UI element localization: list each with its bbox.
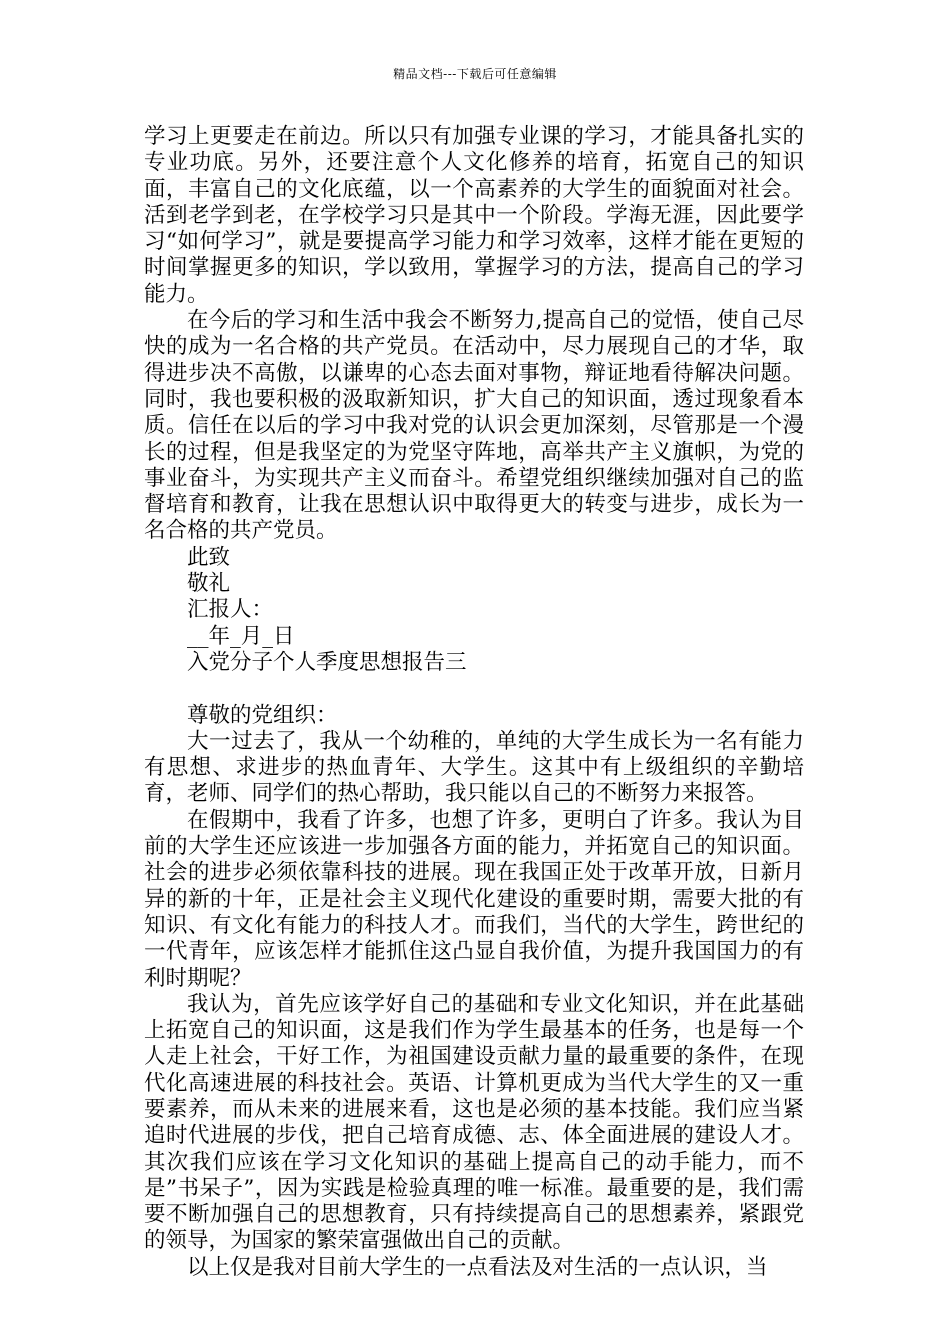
- greeting: 尊敬的党组织：: [187, 702, 338, 728]
- reporter-label: 汇报人：: [187, 597, 274, 623]
- page-header: 精品文档---下载后可任意编辑: [393, 67, 557, 81]
- paragraph-conclusion: 以上仅是我对目前大学生的一点看法及对生活的一点认识，当: [187, 1254, 768, 1280]
- paragraph-holiday: 在假期中，我看了许多，也想了许多，更明白了许多。我认为目前的大学生还应该进一步加强各方面的能力，并拓宽自己的知识面。社会的进步必须依靠科技的进展。现在我国正处于改革开放，日新月异的新的十年，正是社会主义现代化建设的重要时期，需要大批的有知识、有文化有能力的科技人才。而我们，当代的大学生，跨世纪的一代青年，应该怎样才能抓住这凸显自我价值，为提升我国国力的有利时期呢？: [144, 807, 804, 991]
- date-line: __年_月_日: [187, 623, 295, 649]
- paragraph-resolution: 在今后的学习和生活中我会不断努力,提高自己的觉悟，使自己尽快的成为一名合格的共产党员。在活动中，尽力展现自己的才华，取得进步决不高傲，以谦卑的心态去面对事物，辩证地看待解决问题。同时，我也要积极的汲取新知识，扩大自己的知识面，透过现象看本质。信任在以后的学习中我对党的认识会更加深刻，尽管那是一个漫长的过程，但是我坚定的为党坚守阵地，高举共产主义旗帜，为党的事业奋斗，为实现共产主义而奋斗。希望党组织继续加强对自己的监督培育和教育，让我在思想认识中取得更大的转变与进步，成长为一名合格的共产党员。: [144, 308, 804, 544]
- section-title: 入党分子个人季度思想报告三: [187, 649, 467, 675]
- paragraph-growth: 大一过去了，我从一个幼稚的，单纯的大学生成长为一名有能力有思想、求进步的热血青年、大学生。这其中有上级组织的辛勤培育，老师、同学们的热心帮助，我只能以自己的不断努力来报答。: [144, 728, 804, 807]
- paragraph-continuation: 学习上更要走在前边。所以只有加强专业课的学习，才能具备扎实的专业功底。另外，还要注意个人文化修养的培育，拓宽自己的知识面，丰富自己的文化底蕴，以一个高素养的大学生的面貌面对社会。活到老学到老，在学校学习只是其中一个阶段。学海无涯，因此要学习“如何学习”，就是要提高学习能力和学习效率，这样才能在更短的时间掌握更多的知识，学以致用，掌握学习的方法，提高自己的学习能力。: [144, 124, 804, 307]
- closing-salutation: 此致: [187, 544, 231, 570]
- blank-line: [144, 676, 804, 702]
- paragraph-study: 我认为，首先应该学好自己的基础和专业文化知识，并在此基础上拓宽自己的知识面，这是我们作为学生最基本的任务，也是每一个人走上社会，干好工作，为祖国建设贡献力量的最重要的条件，在现代化高速进展的科技社会。英语、计算机更成为当代大学生的又一重要素养，而从未来的进展来看，这也是必须的基本技能。我们应当紧追时代进展的步伐，把自己培育成德、志、体全面进展的建设人才。其次我们应该在学习文化知识的基础上提高自己的动手能力，而不是”书呆子”，因为实践是检验真理的唯一标准。最重要的是，我们需要不断加强自己的思想教育，只有持续提高自己的思想素养，紧跟党的领导，为国家的繁荣富强做出自己的贡献。: [144, 991, 804, 1254]
- closing-regards: 敬礼: [187, 571, 231, 597]
- document-body: [144, 124, 804, 1281]
